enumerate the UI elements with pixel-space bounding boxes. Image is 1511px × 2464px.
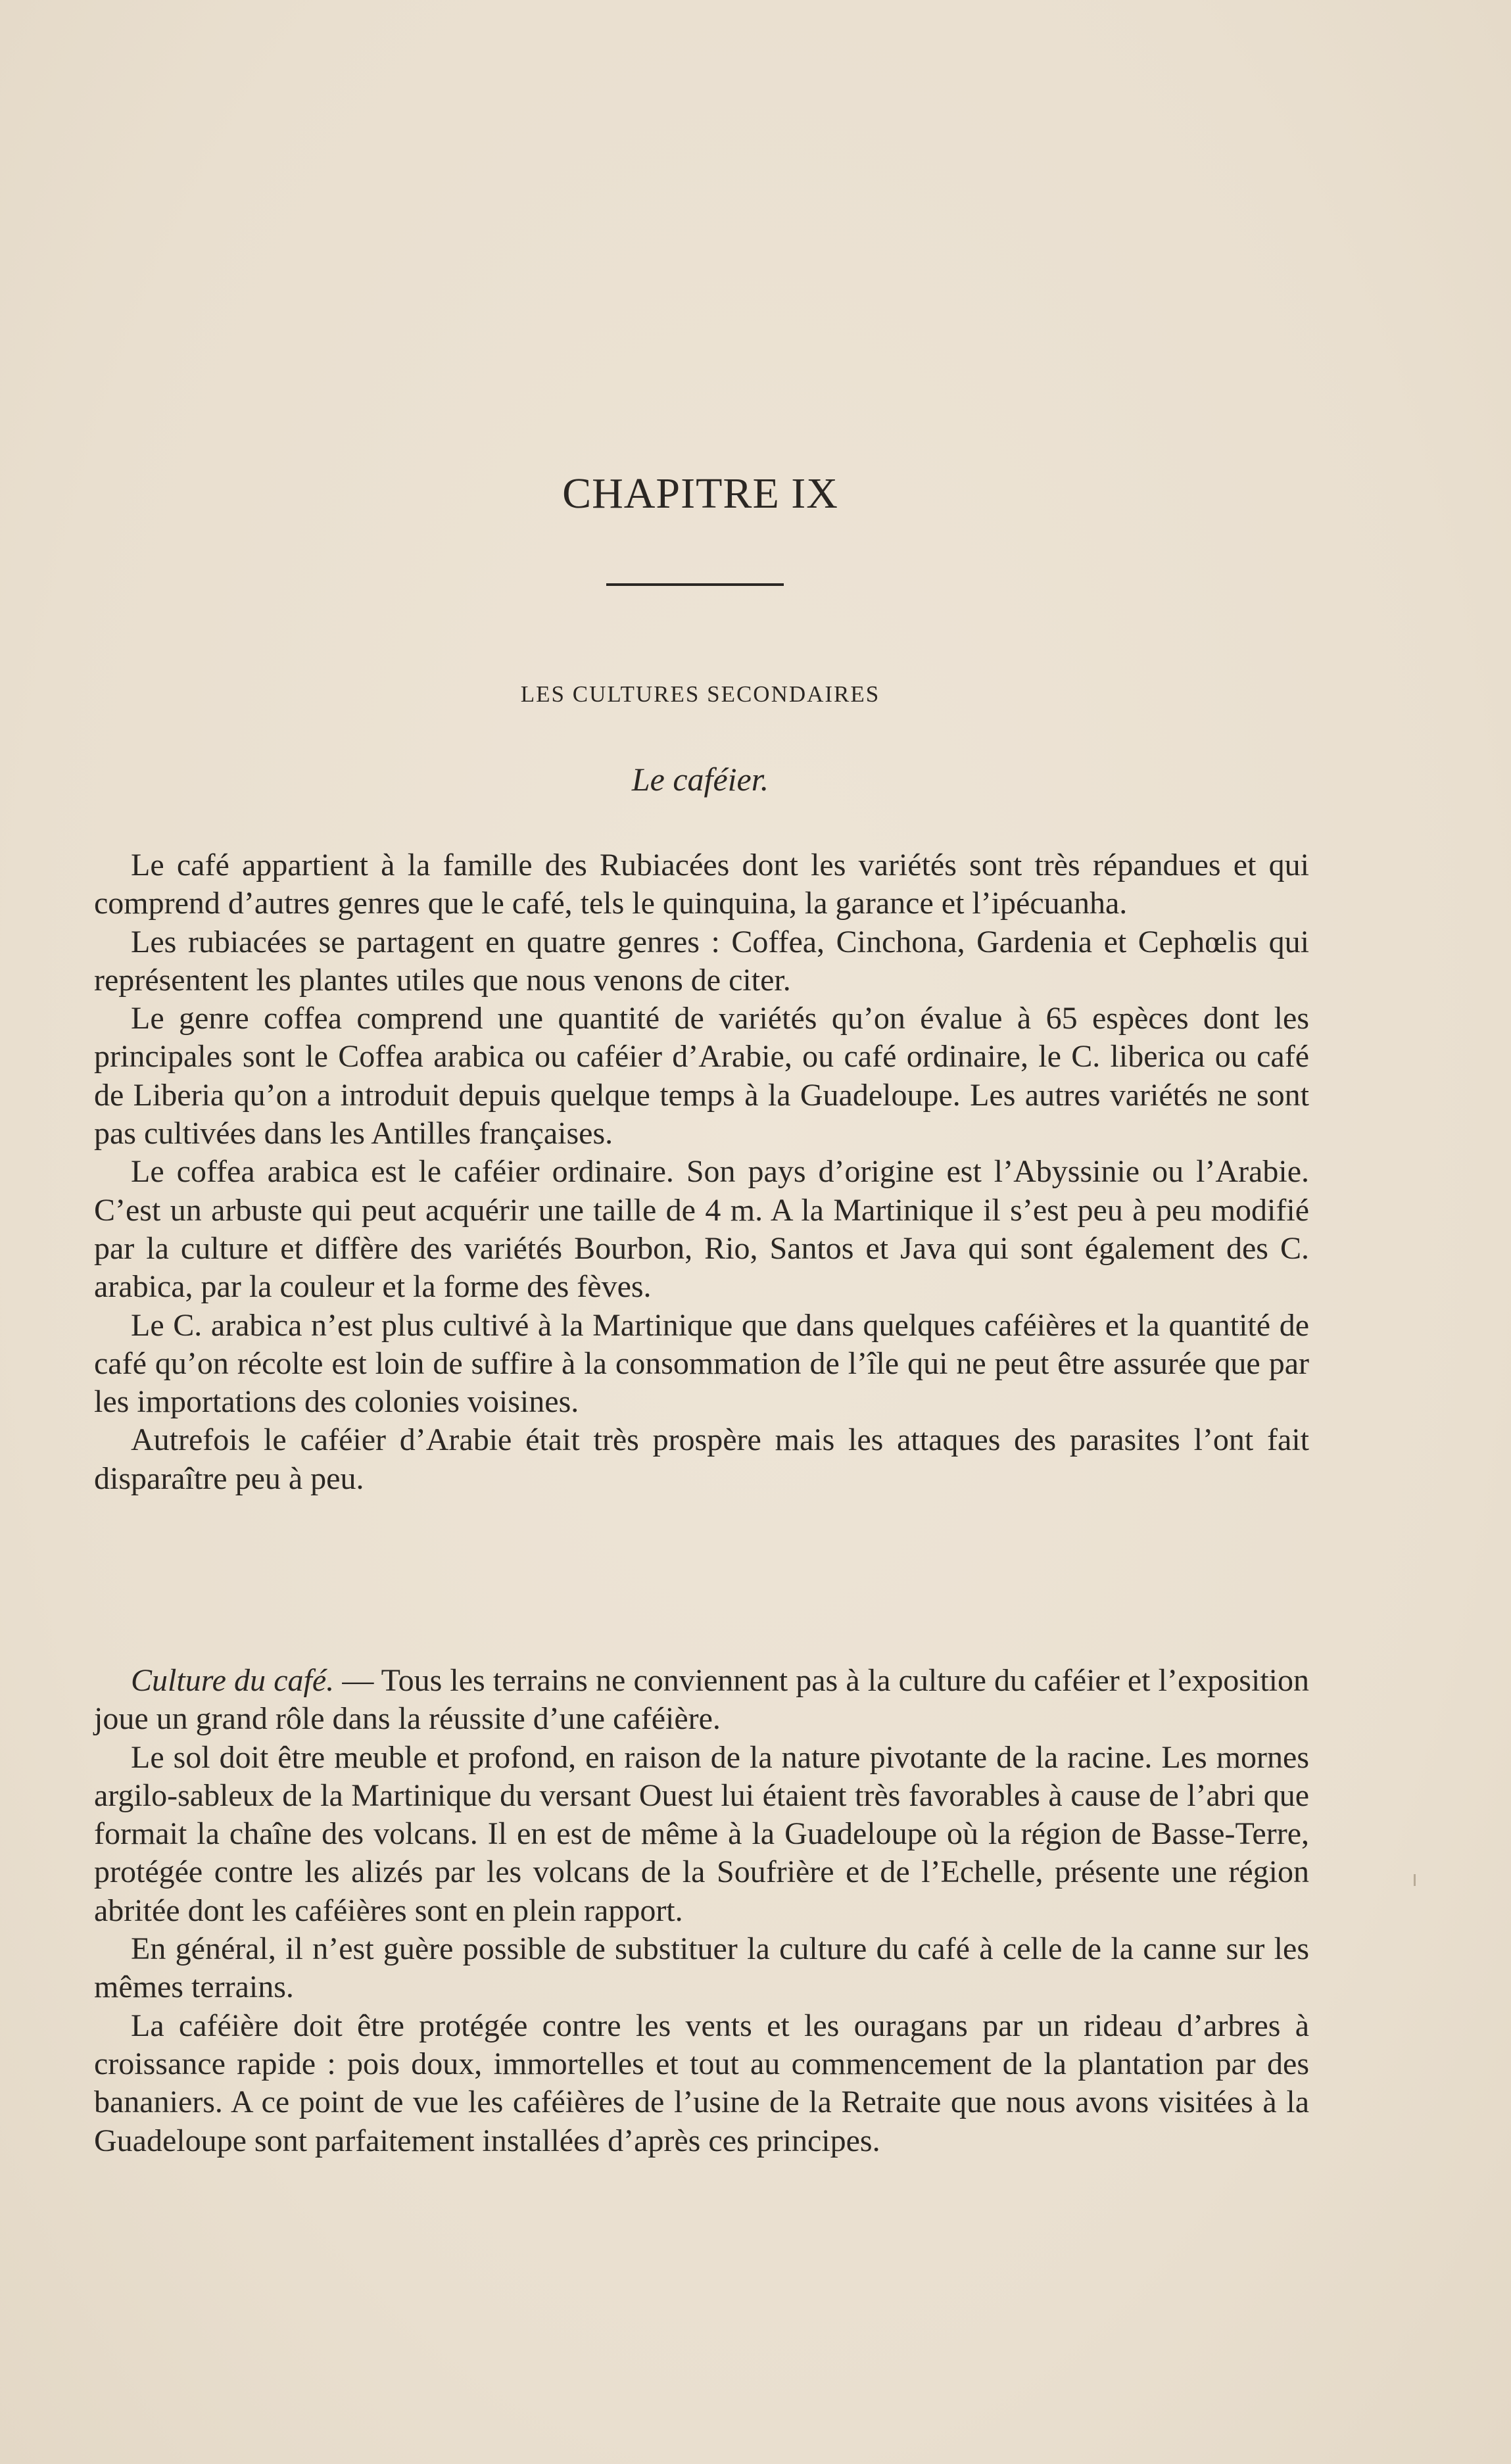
paragraph-culture-intro [94,1662,1309,1739]
paragraph-martinique: Le C. arabica n’est plus cultivé à la Martinique que dans quelques caféières et la quantité de café qu’on récolte est loin de suffire à la consommation de l’île qui ne peut être assurée que par les importations des colonies voisines. [94,1307,1309,1420]
margin-mark [1414,1874,1416,1886]
section-subtitle: Le caféier. [631,761,769,798]
paragraph-genres: Les rubiacées se partagent en quatre genres : Coffea, Cinchona, Gardenia et Cephœlis qui représentent les plantes utiles que nous venons de citer. [94,924,1309,998]
chapter-title: CHAPITRE IX [562,470,838,518]
culture-intro-text: — Tous les terrains ne conviennent pas à la culture du caféier et l’exposition joue un grand rôle dans la réussite d’une caféière. [94,1663,1309,1737]
title-divider [606,583,784,586]
paragraph-arabica: Le coffea arabica est le caféier ordinaire. Son pays d’origine est l’Abyssinie ou l’Arabie. C’est un arbuste qui peut acquérir une taille de 4 m. A la Martinique il s’est peu à peu modifié par la culture et diffère des variétés Bourbon, Rio, Santos et Java qui sont également des C. arabica, par la couleur et la forme des fèves. [94,1154,1309,1305]
culture-heading: Culture du café. [131,1663,335,1698]
paragraph-substitution: En général, il n’est guère possible de substituer la culture du café à celle de la canne sur les mêmes terrains. [94,1931,1309,2005]
intro-text-block [94,846,1309,1498]
paragraph-protection: La caféière doit être protégée contre les vents et les ouragans par un rideau d’arbres à croissance rapide : pois doux, immortelles et tout au commencement de la plantation par des bananiers. A ce point de vue les caféières de l’usine de la Retraite que nous avons visitées à la Guadeloupe sont parfaitement installées d’après ces principes. [94,2008,1309,2158]
paragraph-soil: Le sol doit être meuble et profond, en raison de la nature pivotante de la racine. Les mornes argilo-sableux de la Martinique du versant Ouest lui étaient très favorables à cause de l’abri que formait la chaîne des volcans. Il en est de même à la Guadeloupe où la région de Basse-Terre, protégée contre les alizés par les volcans de la Soufrière et de l’Echelle, présente une région abritée dont les caféières sont en plein rapport. [94,1739,1309,1928]
paragraph-family: Le café appartient à la famille des Rubiacées dont les variétés sont très répandues et qui comprend d’autres genres que le café, tels le quinquina, la garance et l’ipécuanha. [94,848,1309,921]
section-heading: LES CULTURES SECONDAIRES [520,681,880,707]
culture-text-block [94,1662,1309,2160]
paragraph-varieties: Le genre coffea comprend une quantité de variétés qu’on évalue à 65 espèces dont les principales sont le Coffea arabica ou caféier d’Arabie, ou café ordinaire, le C. liberica ou café de Liberia qu’on a introduit depuis quelque temps à la Guadeloupe. Les autres variétés ne sont pas cultivées dans les Antilles françaises. [94,1001,1309,1151]
paragraph-parasites: Autrefois le caféier d’Arabie était très prospère mais les attaques des parasites l’ont fait disparaître peu à peu. [94,1422,1309,1496]
